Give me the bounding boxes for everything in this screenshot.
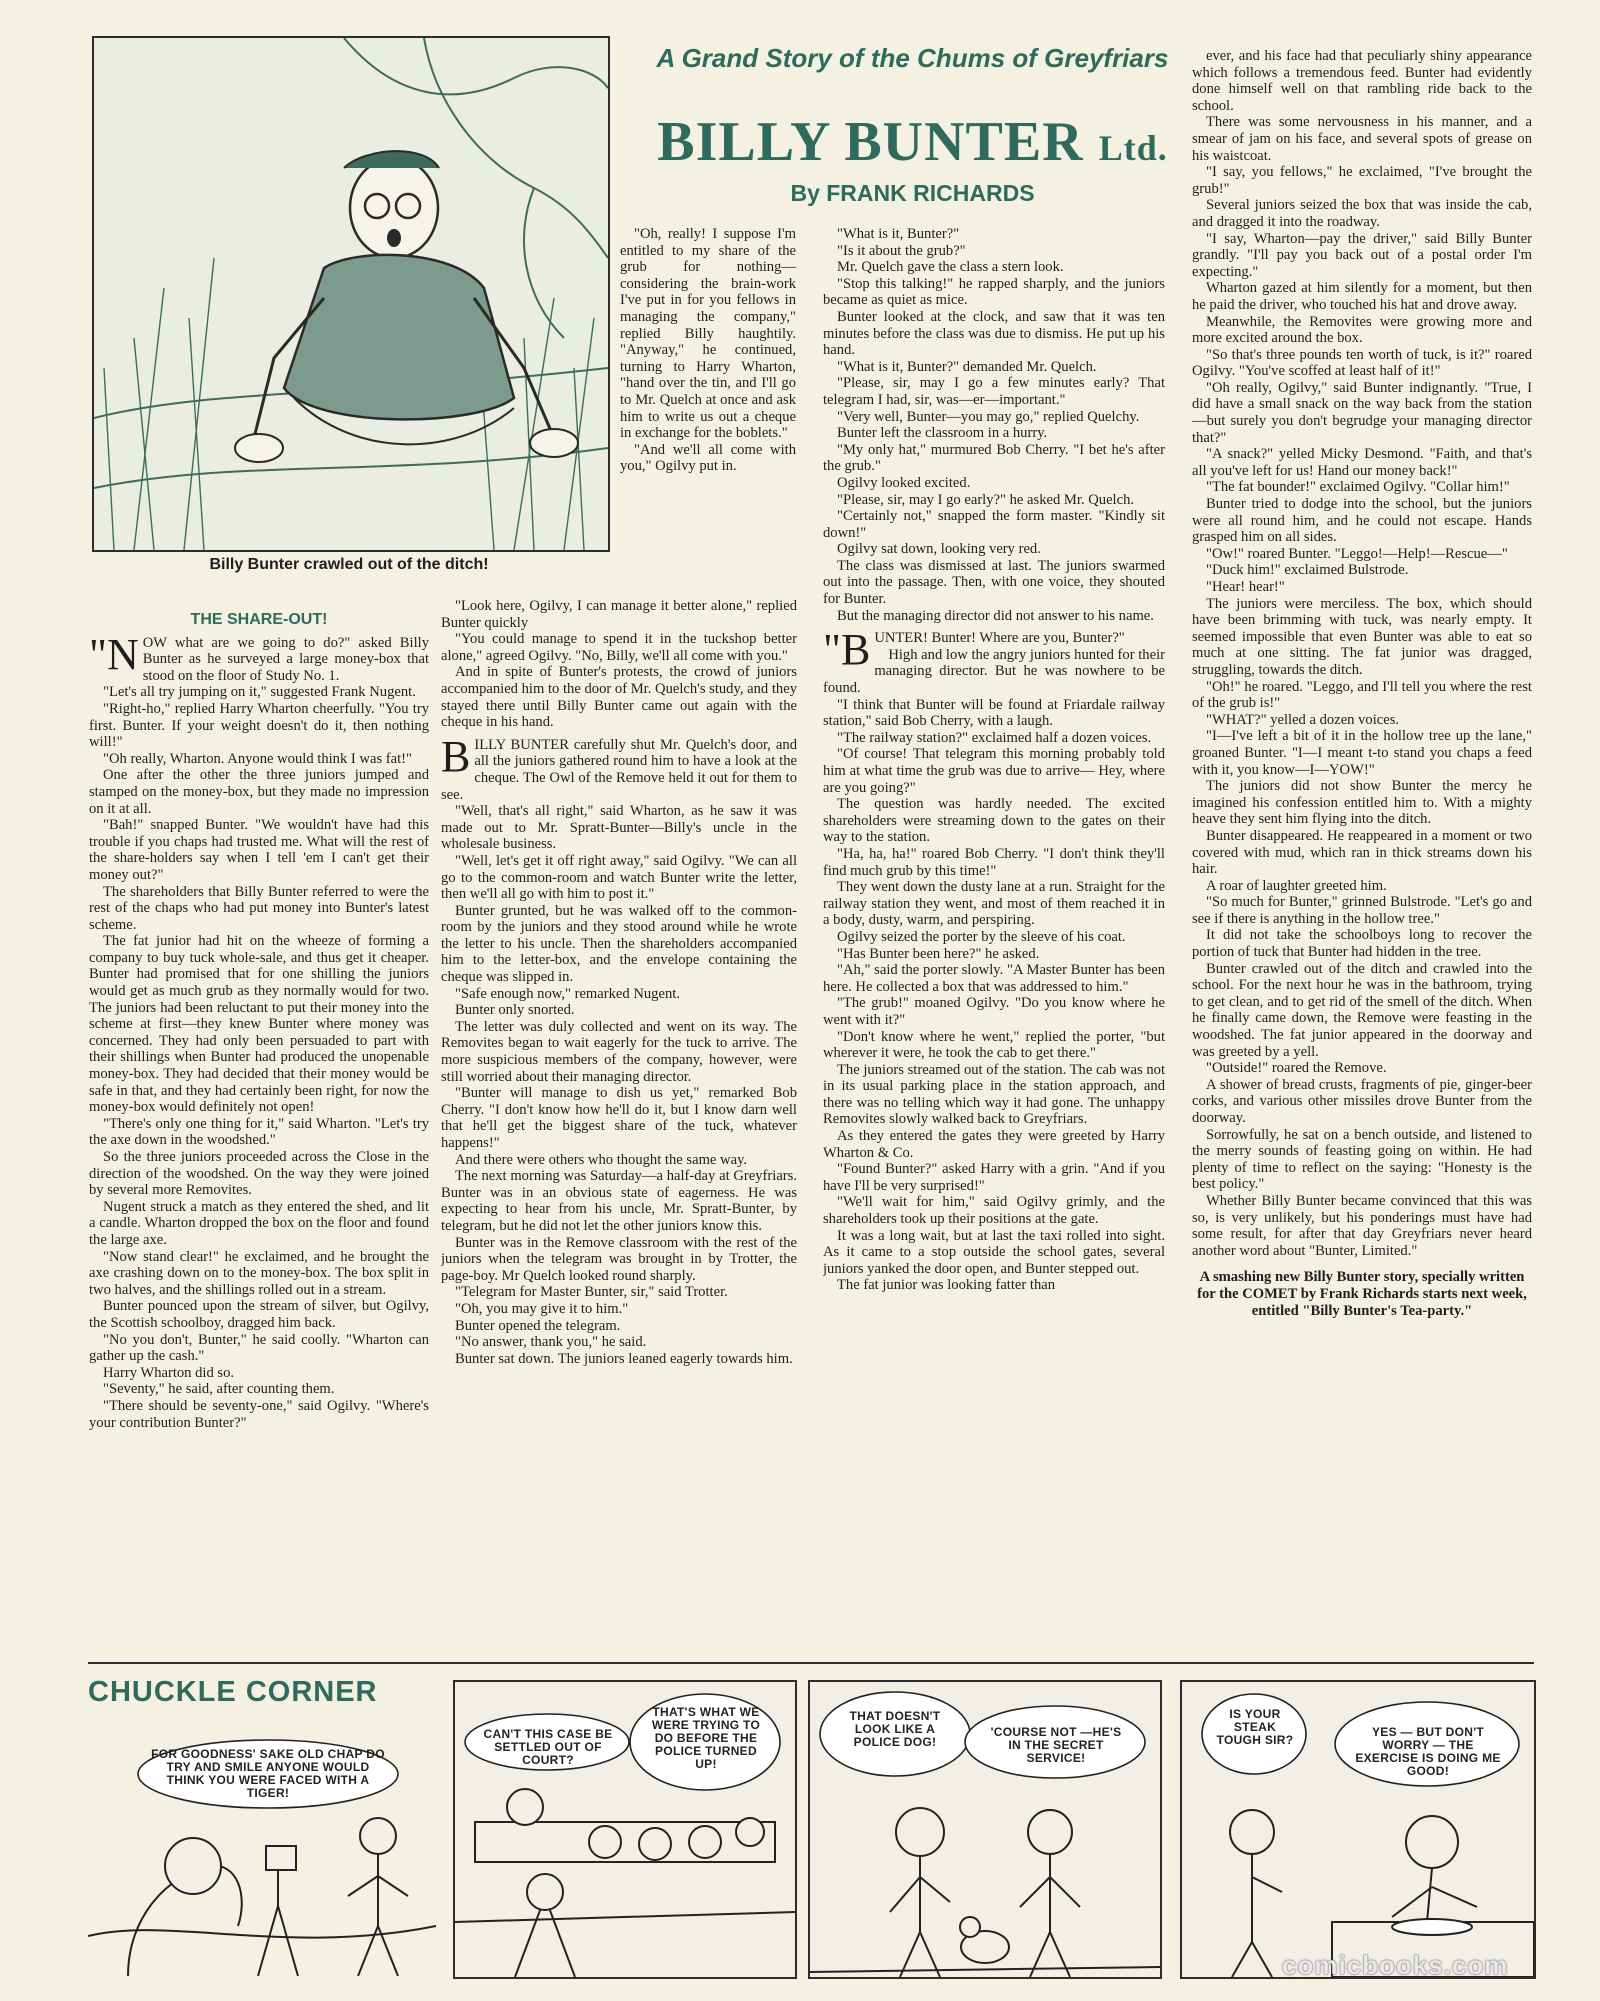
paragraph: "There should be seventy-one," said Ogilvy. "Where's your contribution Bunter?" xyxy=(89,1397,429,1431)
paragraph: It was a long wait, but at last the taxi rolled into sight. As it came to a stop outside the school gates, several juniors yanked the door open, and Bunter stepped out. xyxy=(823,1227,1165,1277)
cartoon-panel-4 xyxy=(1180,1680,1536,1979)
paragraph: The shareholders that Billy Bunter referred to were the rest of the chaps who had put money into Bunter's latest scheme. xyxy=(89,883,429,933)
paragraph: Mr. Quelch gave the class a stern look. xyxy=(837,259,1064,276)
paragraph: "You could manage to spend it in the tuckshop better alone," agreed Ogilvy. "No, Billy, we'll all come with you." xyxy=(441,631,797,664)
paragraph: Bunter looked at the clock, and saw that it was ten minutes before the class was due to dismiss. He put up his hand. xyxy=(823,308,1165,359)
next-week-note: A smashing new Billy Bunter story, specially written for the COMET by Frank Richards starts next week, entitled "Billy Bunter's Tea-party." xyxy=(1197,1269,1527,1319)
panel-3-speech-right: 'COURSE NOT —HE'S IN THE SECRET SERVICE! xyxy=(990,1725,1122,1765)
paragraph: But the managing director did not answer to his name. xyxy=(837,607,1154,624)
story-illustration xyxy=(92,36,610,552)
paragraph: "I say, Wharton—pay the driver," said Billy Bunter grandly. "I'll pay you back out of a postal order I'm expecting." xyxy=(1192,230,1532,280)
paragraph: And in spite of Bunter's protests, the crowd of juniors accompanied him to the door of Mr. Quelch's study, and they stayed there until Billy Bunter came out again with the cheque in his hand. xyxy=(441,664,797,731)
paragraph: "I say, you fellows," he exclaimed, "I've brought the grub!" xyxy=(1192,164,1532,197)
paragraph: "Oh, you may give it to him." xyxy=(455,1300,629,1317)
paragraph: There was some nervousness in his manner, and a smear of jam on his face, and several spots of grease on his waistcoat. xyxy=(1192,114,1532,164)
paragraph: Ogilvy sat down, looking very red. xyxy=(837,541,1041,558)
story-title-suffix: Ltd. xyxy=(1098,128,1168,168)
paragraph: "BUNTER! Bunter! Where are you, Bunter?" xyxy=(823,625,1125,675)
paragraph: "No answer, thank you," he said. xyxy=(455,1334,647,1351)
paragraph: "And we'll all come with you," Ogilvy put in. xyxy=(620,441,796,475)
paragraph: "Safe enough now," remarked Nugent. xyxy=(455,985,680,1002)
paragraph: "Duck him!" exclaimed Bulstrode. xyxy=(1206,562,1409,579)
paragraph: A shower of bread crusts, fragments of pie, ginger-beer corks, and various other missiles drove Bunter from the doorway. xyxy=(1192,1076,1532,1126)
paragraph: Bunter opened the telegram. xyxy=(455,1317,621,1334)
paragraph: "Certainly not," snapped the form master. "Kindly sit down!" xyxy=(823,508,1165,541)
paragraph: Several juniors seized the box that was inside the cab, and dragged it into the roadway. xyxy=(1192,197,1532,230)
paragraph: "I—I've left a bit of it in the hollow tree up the lane," groaned Bunter. "I—I meant t-to stand you chaps a feed with it, you know—I—YOW!" xyxy=(1192,728,1532,778)
paragraph: Ogilvy seized the porter by the sleeve of his coat. xyxy=(837,928,1126,945)
paragraph: "So much for Bunter," grinned Bulstrode. "Let's go and see if there is anything in the hollow tree." xyxy=(1192,894,1532,927)
paragraph: "Stop this talking!" he rapped sharply, and the juniors became as quiet as mice. xyxy=(823,275,1165,309)
paragraph: Bunter was in the Remove classroom with the rest of the juniors when the telegram was brought in by Trotter, the page-boy. Mr Quelch looked round sharply. xyxy=(441,1234,797,1284)
paragraph: "Has Bunter been here?" he asked. xyxy=(837,945,1040,962)
paragraph: "Hear! hear!" xyxy=(1206,579,1285,595)
paragraph: Harry Wharton did so. xyxy=(103,1364,235,1381)
cartoon-panel-2 xyxy=(453,1680,797,1979)
paragraph: A roar of laughter greeted him. xyxy=(1206,877,1387,894)
paragraph: "NOW what are we going to do?" asked Billy Bunter as he surveyed a large money-box that stood on the floor of Study No. 1. xyxy=(89,629,429,684)
paragraph: The fat junior had hit on the wheeze of forming a company to buy tuck whole-sale, and thus get it cheaper. Bunter had promised that for one shilling the juniors would get as much grub as they normally would for two. The juniors had been reluctant to put their money into the scheme at first—they knew Bunter where money was concerned. They had only been persuaded to part with their shillings when Bunter had produced the unopenable money-box. They had decided that their money would be safe in that, and they had certainly been right, for now the money-box would definitely not open! xyxy=(89,933,429,1116)
panel-1-speech: FOR GOODNESS' SAKE OLD CHAP DO TRY AND SMILE ANYONE WOULD THINK YOU WERE FACED WITH A TIGER! xyxy=(151,1747,385,1800)
cartoon-panel-3 xyxy=(808,1680,1162,1979)
article-column-1 xyxy=(89,612,429,1652)
drop-cap: "N xyxy=(89,629,139,679)
paragraph: Sorrowfully, he sat on a bench outside, and listened to the merry sounds of feasting going on within. He had plenty of time to reflect on the saying: "Honesty is the best policy." xyxy=(1192,1126,1532,1193)
paragraph: Bunter crawled out of the ditch and crawled into the school. For the next hour he was in the bathroom, trying to get clean, and to get rid of the smell of the ditch. When he finally came down, the Remove were feasting in the woodshed. The fat junior appeared in the doorway and was greeted by a yell. xyxy=(1192,960,1532,1060)
paragraph: "WHAT?" yelled a dozen voices. xyxy=(1206,711,1400,728)
section-divider xyxy=(88,1662,1534,1664)
panel-2-speech-left: CAN'T THIS CASE BE SETTLED OUT OF COURT? xyxy=(483,1727,613,1767)
paragraph: Bunter pounced upon the stream of silver, but Ogilvy, the Scottish schoolboy, dragged him back. xyxy=(89,1298,429,1331)
story-byline: By FRANK RICHARDS xyxy=(790,180,1035,206)
paragraph: The next morning was Saturday—a half-day at Greyfriars. Bunter was in an obvious state of eagerness. He was expecting to hear from his uncle, Mr. Spratt-Bunter, by telegram, but he did not let the other juniors know this. xyxy=(441,1168,797,1234)
drop-cap: "B xyxy=(823,625,871,675)
paragraph: BILLY BUNTER carefully shut Mr. Quelch's door, and all the juniors gathered round him to have a look at the cheque. The Owl of the Remove held it out for them to see. xyxy=(441,731,797,803)
paragraph: "Ow!" roared Bunter. "Leggo!—Help!—Rescue—" xyxy=(1206,545,1508,562)
panel-4-speech-right: YES — BUT DON'T WORRY — THE EXERCISE IS DOING ME GOOD! xyxy=(1355,1725,1501,1778)
paragraph: "So that's three pounds ten worth of tuck, is it?" roared Ogilvy. "You've scoffed at least half of it!" xyxy=(1192,346,1532,380)
paragraph: The juniors were merciless. The box, which should have been brimming with tuck, was nearly empty. It seemed impossible that even Bunter was able to eat so much at one sitting. The fat junior was dragged, struggling, towards the ditch. xyxy=(1192,595,1532,678)
paragraph: "Outside!" roared the Remove. xyxy=(1206,1060,1387,1077)
paragraph: "Right-ho," replied Harry Wharton cheerfully. "You try first. Bunter. If your weight doesn't do it, then nothing will!" xyxy=(89,700,429,751)
watermark: comicbooks.com xyxy=(1282,1950,1509,1980)
paragraph: "Of course! That telegram this morning probably told him at what time the grub was due to arrive— Hey, where are you going?" xyxy=(823,746,1165,796)
paragraph: "We'll wait for him," said Ogilvy grimly, and the shareholders took up their positions at the gate. xyxy=(823,1194,1165,1228)
paragraph: "Ah," said the porter slowly. "A Master Bunter has been here. He collected a box that was addressed to him." xyxy=(823,962,1165,995)
paragraph: "The fat bounder!" exclaimed Ogilvy. "Collar him!" xyxy=(1206,479,1510,496)
paragraph: Wharton gazed at him silently for a moment, but then he paid the driver, who touched his hat and drove away. xyxy=(1192,280,1532,313)
article-column-4 xyxy=(1192,48,1532,1654)
paragraph: Bunter grunted, but he was walked off to the common-room by the juniors and they stood around while he wrote the letter to his uncle. Then the shareholders accompanied him to the letter-box, and the envelope containing the cheque was slipped in. xyxy=(441,902,797,986)
paragraph: "Please, sir, may I go early?" he asked Mr. Quelch. xyxy=(837,491,1135,508)
paragraph: ever, and his face had that peculiarly shiny appearance which follows a tremendous feed. Bunter had evidently done himself well on that rambling ride back to the school. xyxy=(1192,48,1532,114)
paragraph: Bunter only snorted. xyxy=(455,1002,575,1019)
paragraph: "The railway station?" exclaimed half a dozen voices. xyxy=(837,729,1152,746)
paragraph: The class was dismissed at last. The juniors swarmed out into the passage. Then, with one voice, they shouted for Bunter. xyxy=(823,557,1165,608)
paragraph: "What is it, Bunter?" demanded Mr. Quelch. xyxy=(837,358,1097,375)
section-heading: THE SHARE-OUT! xyxy=(190,612,328,628)
paragraph: "Is it about the grub?" xyxy=(837,242,966,259)
paragraph: The fat junior was looking fatter than xyxy=(837,1277,1056,1294)
paragraph: "Ha, ha, ha!" roared Bob Cherry. "I don't think they'll find much grub by this time!" xyxy=(823,845,1165,879)
paragraph: "Look here, Ogilvy, I can manage it better alone," replied Bunter quickly xyxy=(441,598,797,631)
paragraph: "No you don't, Bunter," he said coolly. "Wharton can gather up the cash." xyxy=(89,1331,429,1365)
paragraph: "Please, sir, may I go a few minutes early? That telegram I had, sir, was—er—important." xyxy=(823,375,1165,408)
drop-cap: B xyxy=(441,731,471,781)
paragraph: The question was hardly needed. The excited shareholders were streaming down to the gates on their way to the station. xyxy=(823,796,1165,846)
paragraph: The letter was duly collected and went on its way. The Removites began to wait eagerly for the tuck to arrive. The more suspicious members of the company, however, were still worried about their managing director. xyxy=(441,1018,797,1085)
illustration-caption: Billy Bunter crawled out of the ditch! xyxy=(209,556,489,573)
paragraph: "Found Bunter?" asked Harry with a grin. "And if you have I'll be very surprised!" xyxy=(823,1161,1165,1194)
paragraph: Bunter sat down. The juniors leaned eagerly towards him. xyxy=(455,1350,793,1367)
paragraph: As they entered the gates they were greeted by Harry Wharton & Co. xyxy=(823,1128,1165,1161)
paragraph: Meanwhile, the Removites were growing more and more excited around the box. xyxy=(1192,313,1532,347)
paragraph: "Now stand clear!" he exclaimed, and he brought the axe crashing down on to the money-box. The box split in two halves, and the shillings rolled out in a stream. xyxy=(89,1248,429,1298)
story-title xyxy=(620,110,1205,174)
paragraph: "Oh really, Ogilvy," said Bunter indignantly. "True, I did have a small snack on the way back from the station—but surely you don't begrudge your managing director that?" xyxy=(1192,379,1532,446)
paragraph: "Bunter will manage to dish us yet," remarked Bob Cherry. "I don't know how he'll do it, but I know darn well that he'll get the biggest share of the tuck, whatever happens!" xyxy=(441,1085,797,1151)
paragraph: "Oh, really! I suppose I'm entitled to my share of the grub for nothing—considering the brain-work I've put in for you fellows in managing the company," replied Billy haughtily. "Anyway," he continued, turning to Harry Wharton, "hand over the tin, and I'll go to Mr. Quelch at once and ask him to write us out a cheque in exchange for the boblets." xyxy=(620,226,796,442)
bunter-in-ditch-illustration xyxy=(94,38,608,550)
article-column-4-body xyxy=(1192,48,1532,1259)
paragraph: "Let's all try jumping on it," suggested Frank Nugent. xyxy=(103,684,416,701)
paragraph: "What is it, Bunter?" xyxy=(837,226,960,242)
paragraph: "Well, let's get it off right away," said Ogilvy. "We can all go to the common-room and watch Bunter write the letter, then we'll all go with him to post it." xyxy=(441,852,797,903)
paragraph: They went down the dusty lane at a run. Straight for the railway station they went, and most of them reached it in a body, dusty, warm, and perspiring. xyxy=(823,879,1165,929)
paragraph: One after the other the three juniors jumped and stamped on the money-box, but they made no impression on it at all. xyxy=(89,767,429,817)
paragraph: "Well, that's all right," said Wharton, as he saw it was made out to Mr. Spratt-Bunter—Billy's uncle in the wholesale business. xyxy=(441,803,797,853)
article-column-1-body xyxy=(89,629,429,1432)
article-column-2 xyxy=(441,598,797,1653)
paragraph: The juniors did not show Bunter the mercy he imagined his confession entitled him to. With a mighty heave they sent him flying into the ditch. xyxy=(1192,778,1532,828)
paragraph: Bunter disappeared. He reappeared in a moment or two covered with mud, which ran in thick streams down his hair. xyxy=(1192,827,1532,878)
paragraph: "I think that Bunter will be found at Friardale railway station," said Bob Cherry, with a laugh. xyxy=(823,696,1165,730)
paragraph: "Bah!" snapped Bunter. "We wouldn't have had this trouble if you chaps had trusted me. What will the rest of the share-holders say when I tell 'em I can't get their money out?" xyxy=(89,817,429,883)
paragraph: High and low the angry juniors hunted for their managing director. But he was nowhere to be found. xyxy=(823,646,1165,697)
story-title-main: BILLY BUNTER xyxy=(657,111,1084,173)
paragraph: "Seventy," he said, after counting them. xyxy=(103,1381,335,1398)
paragraph: And there were others who thought the same way. xyxy=(455,1151,748,1168)
paragraph: "Oh really, Wharton. Anyone would think I was fat!" xyxy=(103,750,412,767)
paragraph: The juniors streamed out of the station. The cab was not in its usual parking place in the station approach, and there was no telling which way it had gone. The unhappy Removites slowly walked back to Greyfriars. xyxy=(823,1061,1165,1128)
cartoon-panel-1 xyxy=(88,1726,436,1976)
paragraph: Ogilvy looked excited. xyxy=(837,474,971,491)
paragraph: Whether Billy Bunter became convinced that this was so, is very unlikely, but his ponderings must have had some result, for after that day Greyfriars never heard another word about "Bunter, Limited." xyxy=(1192,1192,1532,1259)
chuckle-corner-heading: CHUCKLE CORNER xyxy=(88,1676,378,1708)
paragraph: Nugent struck a match as they entered the shed, and lit a candle. Wharton dropped the box on the floor and found the large axe. xyxy=(89,1198,429,1248)
paragraph: Bunter left the classroom in a hurry. xyxy=(837,425,1048,442)
paragraph: "The grub!" moaned Ogilvy. "Do you know where he went with it?" xyxy=(823,995,1165,1028)
paragraph: "Very well, Bunter—you may go," replied Quelchy. xyxy=(837,408,1140,425)
panel-4-speech-left: IS YOUR STEAK TOUGH SIR? xyxy=(1216,1707,1294,1747)
paragraph: "Don't know where he went," replied the porter, "but wherever it were, he took the cab to get there." xyxy=(823,1028,1165,1062)
paragraph: Bunter tried to dodge into the school, but the juniors were all round him, and he could not escape. Hands grasped him on all sides. xyxy=(1192,496,1532,546)
panel-3-speech-left: THAT DOESN'T LOOK LIKE A POLICE DOG! xyxy=(849,1709,941,1749)
article-column-3 xyxy=(823,226,1165,1654)
article-column-2-top xyxy=(620,226,796,598)
paragraph: It did not take the schoolboys long to recover the portion of tuck that Bunter had hidden in the tree. xyxy=(1192,927,1532,961)
paragraph: So the three juniors proceeded across the Close in the direction of the woodshed. On the way they were joined by several more Removites. xyxy=(89,1149,429,1199)
panel-2-speech-right: THAT'S WHAT WE WERE TRYING TO DO BEFORE THE POLICE TURNED UP! xyxy=(651,1705,761,1771)
paragraph: "Telegram for Master Bunter, sir," said Trotter. xyxy=(455,1284,728,1301)
paragraph: "There's only one thing for it," said Wharton. "Let's try the axe down in the woodshed." xyxy=(89,1115,429,1149)
paragraph: "My only hat," murmured Bob Cherry. "I bet he's after the grub." xyxy=(823,441,1165,475)
paragraph: "A snack?" yelled Micky Desmond. "Faith, and that's all you've left for us! Hand our money back!" xyxy=(1192,446,1532,479)
paragraph: "Oh!" he roared. "Leggo, and I'll tell you where the rest of the grub is!" xyxy=(1192,678,1532,712)
story-kicker: A Grand Story of the Chums of Greyfriars xyxy=(656,43,1169,73)
